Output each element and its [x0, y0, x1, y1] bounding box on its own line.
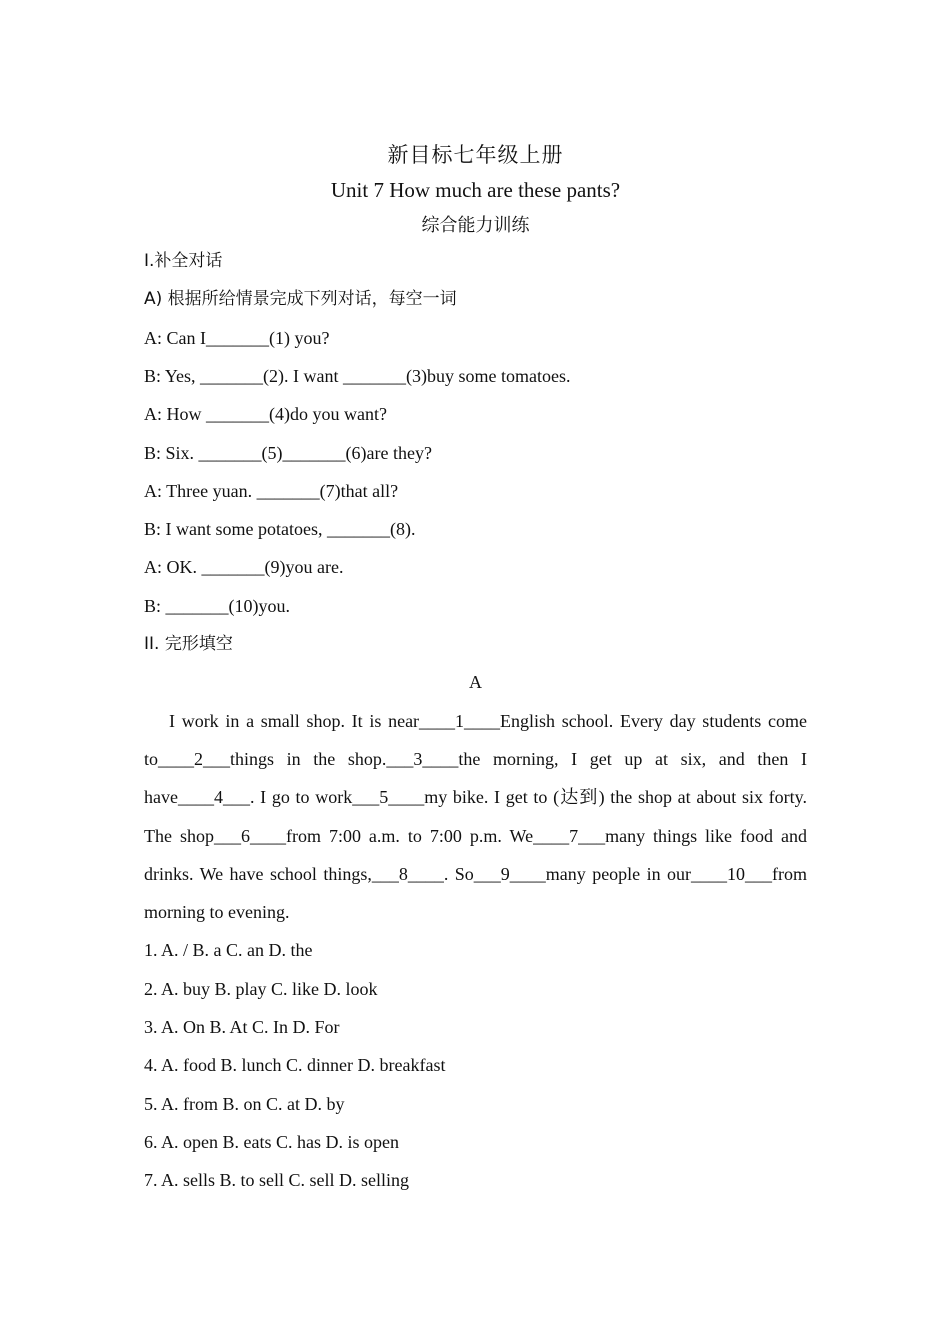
- section-1-heading: I.补全对话: [144, 251, 223, 271]
- cloze-passage: I work in a small shop. It is near____1____English school. Every day students come to____2___things in the shop.___3____the morning, I get up at six, and then I have____4___. I go to work___5____my bike. I get to (达到) the shop at about six forty. The shop___6____from 7:00 a.m. to 7:00 p.m. We____7___many things like food and drinks. We have school things,___8____. So___9____many people in our____10___from morning to evening.: [144, 711, 807, 923]
- dialogue-line: A: Three yuan. _______(7)that all?: [144, 481, 399, 501]
- option-line: 7. A. sells B. to sell C. sell D. selling: [144, 1170, 410, 1190]
- option-line: 4. A. food B. lunch C. dinner D. breakfast: [144, 1055, 446, 1075]
- option-line: 6. A. open B. eats C. has D. is open: [144, 1132, 399, 1152]
- section-2-heading: II. 完形填空: [144, 634, 233, 654]
- option-line: 5. A. from B. on C. at D. by: [144, 1094, 345, 1114]
- section-1-instruction: A) 根据所给情景完成下列对话，每空一词: [144, 289, 457, 309]
- document-title-english: Unit 7 How much are these pants?: [330, 178, 621, 202]
- option-line: 3. A. On B. At C. In D. For: [144, 1017, 340, 1037]
- dialogue-line: A: How _______(4)do you want?: [144, 404, 387, 424]
- dialogue-line: B: Yes, _______(2). I want _______(3)buy some tomatoes.: [144, 366, 571, 386]
- passage-label: A: [469, 672, 482, 692]
- option-line: 2. A. buy B. play C. like D. look: [144, 979, 378, 999]
- document-subtitle: 综合能力训练: [421, 215, 530, 236]
- dialogue-line: B: I want some potatoes, _______(8).: [144, 519, 416, 539]
- dialogue-line: B: _______(10)you.: [144, 596, 290, 616]
- document-title-chinese: 新目标七年级上册: [387, 143, 564, 167]
- option-line: 1. A. / B. a C. an D. the: [144, 940, 313, 960]
- dialogue-line: A: Can I_______(1) you?: [144, 328, 330, 348]
- dialogue-line: A: OK. _______(9)you are.: [144, 557, 344, 577]
- dialogue-line: B: Six. _______(5)_______(6)are they?: [144, 443, 432, 463]
